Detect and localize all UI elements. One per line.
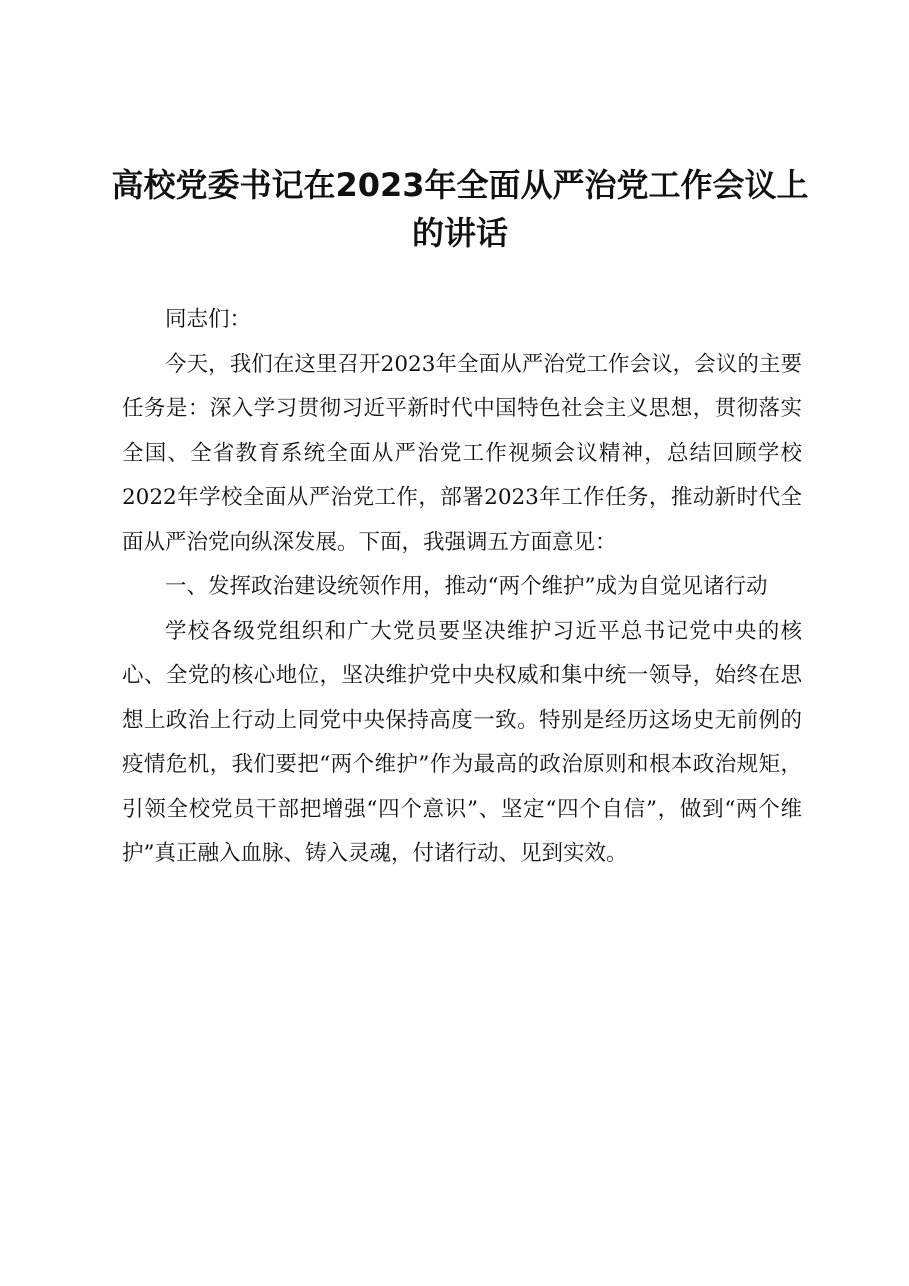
paragraph-opening: 今天，我们在这里召开2023年全面从严治党工作会议，会议的主要任务是：深入学习贯彻习近平新时代中国特色社会主义思想，贯彻落实全国、全省教育系统全面从严治党工作视频会议精神，总结回顾学校2022年学校全面从严治党工作，部署2023年工作任务，推动新时代全面从严治党向纵深发展。下面，我强调五方面意见： xyxy=(122,351,802,555)
document-title: 高校党委书记在2023年全面从严治党工作会议上的讲话 xyxy=(111,166,809,252)
document-body xyxy=(122,298,802,877)
section-heading-1: 一、发挥政治建设统领作用，推动“两个维护”成为自觉见诸行动 xyxy=(165,574,768,599)
paragraph-section-1: 学校各级党组织和广大党员要坚决维护习近平总书记党中央的核心、全党的核心地位，坚决维护党中央权威和集中统一领导，始终在思想上政治上行动上同党中央保持高度一致。特别是经历这场史无前例的疫情危机，我们要把“两个维护”作为最高的政治原则和根本政治规矩，引领全校党员干部把增强“四个意识”、坚定“四个自信”，做到“两个维护”真正融入血脉、铸入灵魂，付诸行动、见到实效。 xyxy=(122,618,802,866)
salutation: 同志们： xyxy=(165,307,252,332)
